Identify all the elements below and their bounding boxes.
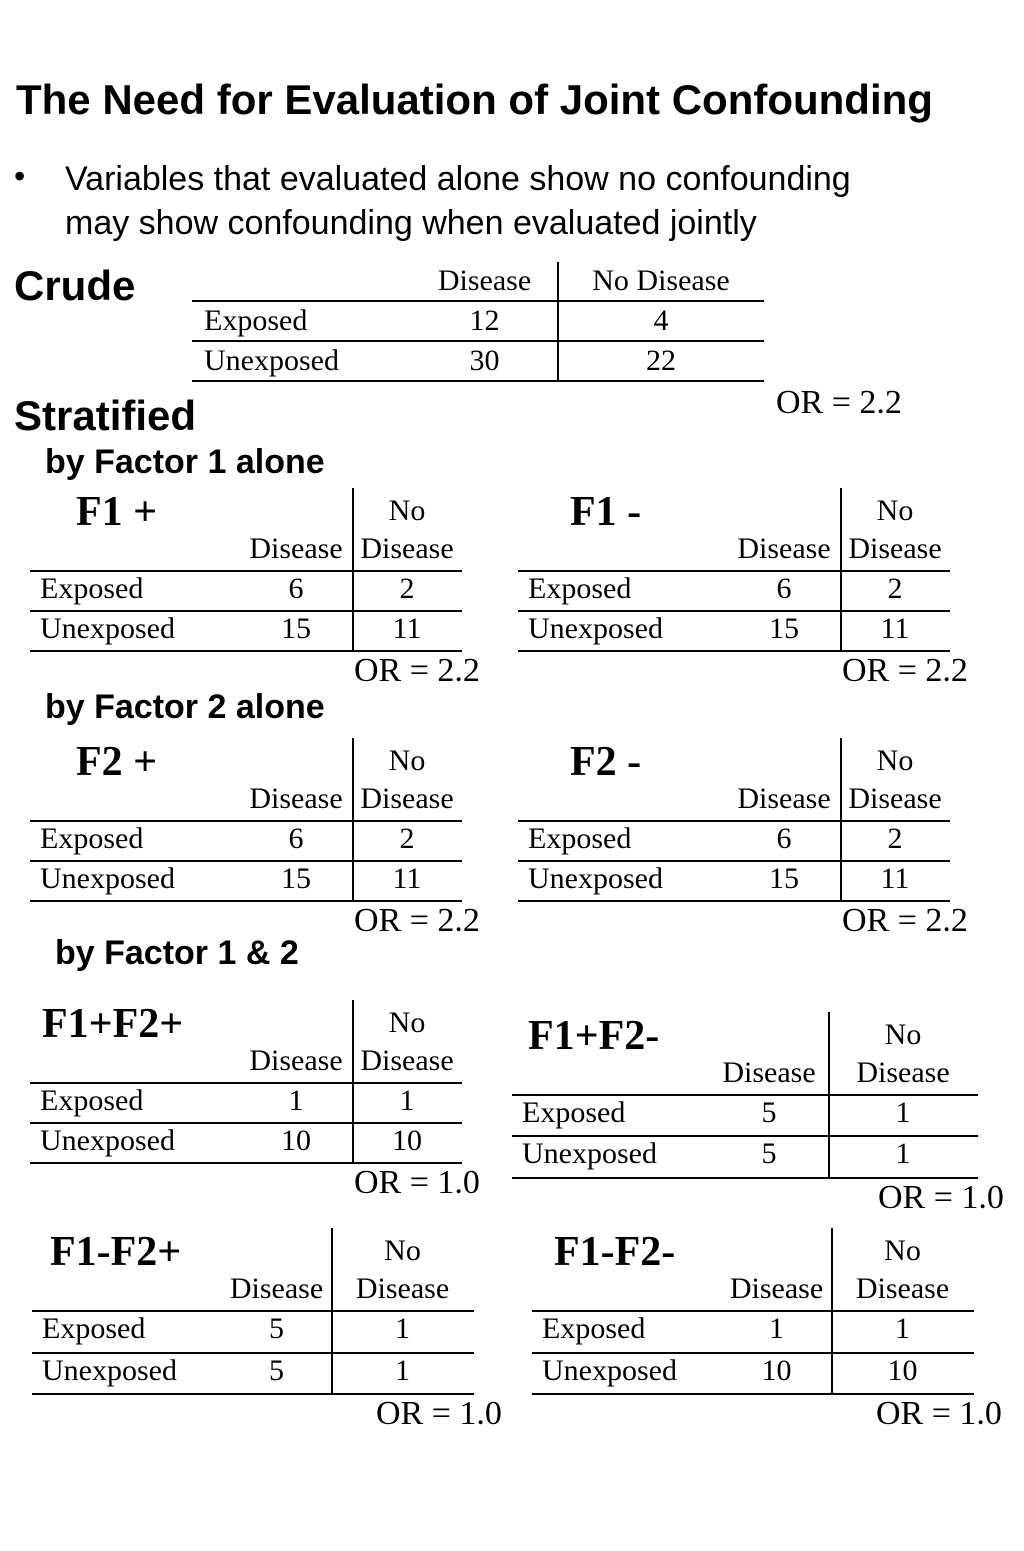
cell-unexposed-no-disease: 11 [392, 612, 422, 645]
crude-cell: 4 [653, 304, 669, 337]
cell-unexposed-disease: 5 [761, 1137, 777, 1170]
col-header-no: No [884, 1018, 922, 1051]
crude-odds-ratio: OR = 2.2 [776, 384, 902, 421]
crude-label: Crude [14, 262, 136, 309]
col-header-no: No [876, 494, 914, 527]
crude-col-disease: Disease [437, 264, 532, 297]
cell-exposed-no-disease: 1 [395, 1312, 410, 1345]
cell-unexposed-no-disease: 11 [880, 862, 910, 895]
col-header-no: No [388, 1006, 426, 1039]
col-header-no-disease: Disease [856, 1056, 950, 1089]
col-header-no-disease: Disease [360, 782, 454, 815]
bullet-text-line-2: may show confounding when evaluated jointly [65, 204, 757, 242]
col-header-disease: Disease [737, 782, 831, 815]
col-header-disease: Disease [249, 532, 343, 565]
crude-cell: 12 [469, 304, 500, 337]
row-label-exposed: Exposed [42, 1312, 146, 1345]
crude-table [192, 260, 764, 382]
stratum-odds-ratio: OR = 2.2 [354, 902, 480, 939]
col-header-no-disease: Disease [355, 1272, 450, 1305]
cell-exposed-no-disease: 2 [887, 572, 903, 605]
crude-cell: 30 [469, 344, 500, 377]
stratum-name: F2 - [570, 739, 642, 785]
factor2-alone-label: by Factor 2 alone [45, 688, 325, 726]
stratum-odds-ratio: OR = 1.0 [876, 1395, 1002, 1432]
crude-cell: 22 [646, 344, 676, 377]
factor1-alone-label: by Factor 1 alone [45, 443, 325, 481]
row-label-unexposed: Unexposed [542, 1354, 677, 1387]
bullet-marker: • [14, 158, 26, 194]
cell-exposed-disease: 6 [288, 572, 304, 605]
col-header-disease: Disease [729, 1272, 824, 1305]
cell-exposed-no-disease: 1 [399, 1084, 415, 1117]
stratum-name: F2 + [76, 739, 158, 785]
cell-exposed-disease: 6 [288, 822, 304, 855]
stratum-odds-ratio: OR = 1.0 [354, 1164, 480, 1201]
cell-exposed-no-disease: 1 [895, 1096, 911, 1129]
row-label-exposed: Exposed [40, 572, 144, 605]
col-header-no-disease: Disease [848, 532, 942, 565]
row-label-unexposed: Unexposed [40, 862, 175, 895]
stratum-odds-ratio: OR = 1.0 [878, 1179, 1004, 1216]
cell-exposed-disease: 5 [269, 1312, 284, 1345]
row-label-unexposed: Unexposed [40, 1124, 175, 1157]
cell-exposed-disease: 1 [769, 1312, 784, 1345]
stratum-odds-ratio: OR = 1.0 [376, 1395, 502, 1432]
stratum-table-f2-minus [518, 738, 968, 1050]
stratum-table-f1minus-f2plus [32, 1228, 502, 1551]
cell-unexposed-disease: 15 [281, 612, 311, 645]
row-label-exposed: Exposed [528, 572, 632, 605]
row-label-exposed: Exposed [528, 822, 632, 855]
col-header-disease: Disease [722, 1056, 816, 1089]
stratum-name: F1-F2- [554, 1229, 676, 1275]
stratum-name: F1+F2- [528, 1013, 660, 1059]
stratum-name: F1 - [570, 489, 642, 535]
col-header-no-disease: Disease [360, 1044, 454, 1077]
cell-exposed-disease: 5 [761, 1096, 777, 1129]
cell-exposed-no-disease: 2 [399, 822, 415, 855]
page-title: The Need for Evaluation of Joint Confounding [16, 76, 933, 123]
col-header-no: No [384, 1234, 421, 1267]
col-header-disease: Disease [249, 782, 343, 815]
cell-unexposed-no-disease: 11 [880, 612, 910, 645]
crude-row-label: Exposed [204, 304, 308, 337]
cell-unexposed-no-disease: 10 [887, 1354, 918, 1387]
cell-unexposed-disease: 5 [269, 1354, 284, 1387]
stratum-table-f1minus-f2minus [532, 1228, 1002, 1551]
col-header-no-disease: Disease [855, 1272, 950, 1305]
col-header-disease: Disease [249, 1044, 343, 1077]
row-label-unexposed: Unexposed [42, 1354, 177, 1387]
stratum-odds-ratio: OR = 2.2 [354, 652, 480, 689]
bullet-text-line-1: Variables that evaluated alone show no confounding [65, 160, 851, 198]
stratum-odds-ratio: OR = 2.2 [842, 652, 968, 689]
col-header-no-disease: Disease [848, 782, 942, 815]
joint-factor-label: by Factor 1 & 2 [55, 934, 299, 972]
stratum-name: F1+F2+ [42, 1001, 184, 1047]
col-header-no-disease: Disease [360, 532, 454, 565]
crude-col-no-disease: No Disease [592, 264, 730, 297]
cell-exposed-disease: 6 [776, 822, 792, 855]
stratum-odds-ratio: OR = 2.2 [842, 902, 968, 939]
cell-exposed-disease: 1 [288, 1084, 304, 1117]
cell-unexposed-no-disease: 1 [395, 1354, 410, 1387]
row-label-unexposed: Unexposed [528, 612, 663, 645]
row-label-exposed: Exposed [522, 1096, 626, 1129]
row-label-exposed: Exposed [40, 822, 144, 855]
col-header-no: No [388, 494, 426, 527]
row-label-exposed: Exposed [542, 1312, 646, 1345]
row-label-unexposed: Unexposed [528, 862, 663, 895]
cell-exposed-no-disease: 2 [399, 572, 415, 605]
row-label-unexposed: Unexposed [40, 612, 175, 645]
row-label-unexposed: Unexposed [522, 1137, 657, 1170]
col-header-disease: Disease [737, 532, 831, 565]
col-header-disease: Disease [229, 1272, 324, 1305]
col-header-no: No [388, 744, 426, 777]
cell-unexposed-no-disease: 1 [895, 1137, 911, 1170]
cell-unexposed-disease: 15 [769, 612, 799, 645]
stratum-name: F1 + [76, 489, 158, 535]
cell-unexposed-disease: 10 [761, 1354, 792, 1387]
cell-unexposed-disease: 15 [281, 862, 311, 895]
cell-unexposed-disease: 15 [769, 862, 799, 895]
crude-row-label: Unexposed [204, 344, 339, 377]
cell-unexposed-disease: 10 [281, 1124, 311, 1157]
stratified-label: Stratified [14, 392, 197, 439]
col-header-no: No [884, 1234, 921, 1267]
stratum-name: F1-F2+ [50, 1229, 182, 1275]
cell-exposed-no-disease: 2 [887, 822, 903, 855]
cell-exposed-no-disease: 1 [895, 1312, 910, 1345]
col-header-no: No [876, 744, 914, 777]
cell-unexposed-no-disease: 10 [392, 1124, 422, 1157]
cell-unexposed-no-disease: 11 [392, 862, 422, 895]
cell-exposed-disease: 6 [776, 572, 792, 605]
row-label-exposed: Exposed [40, 1084, 144, 1117]
